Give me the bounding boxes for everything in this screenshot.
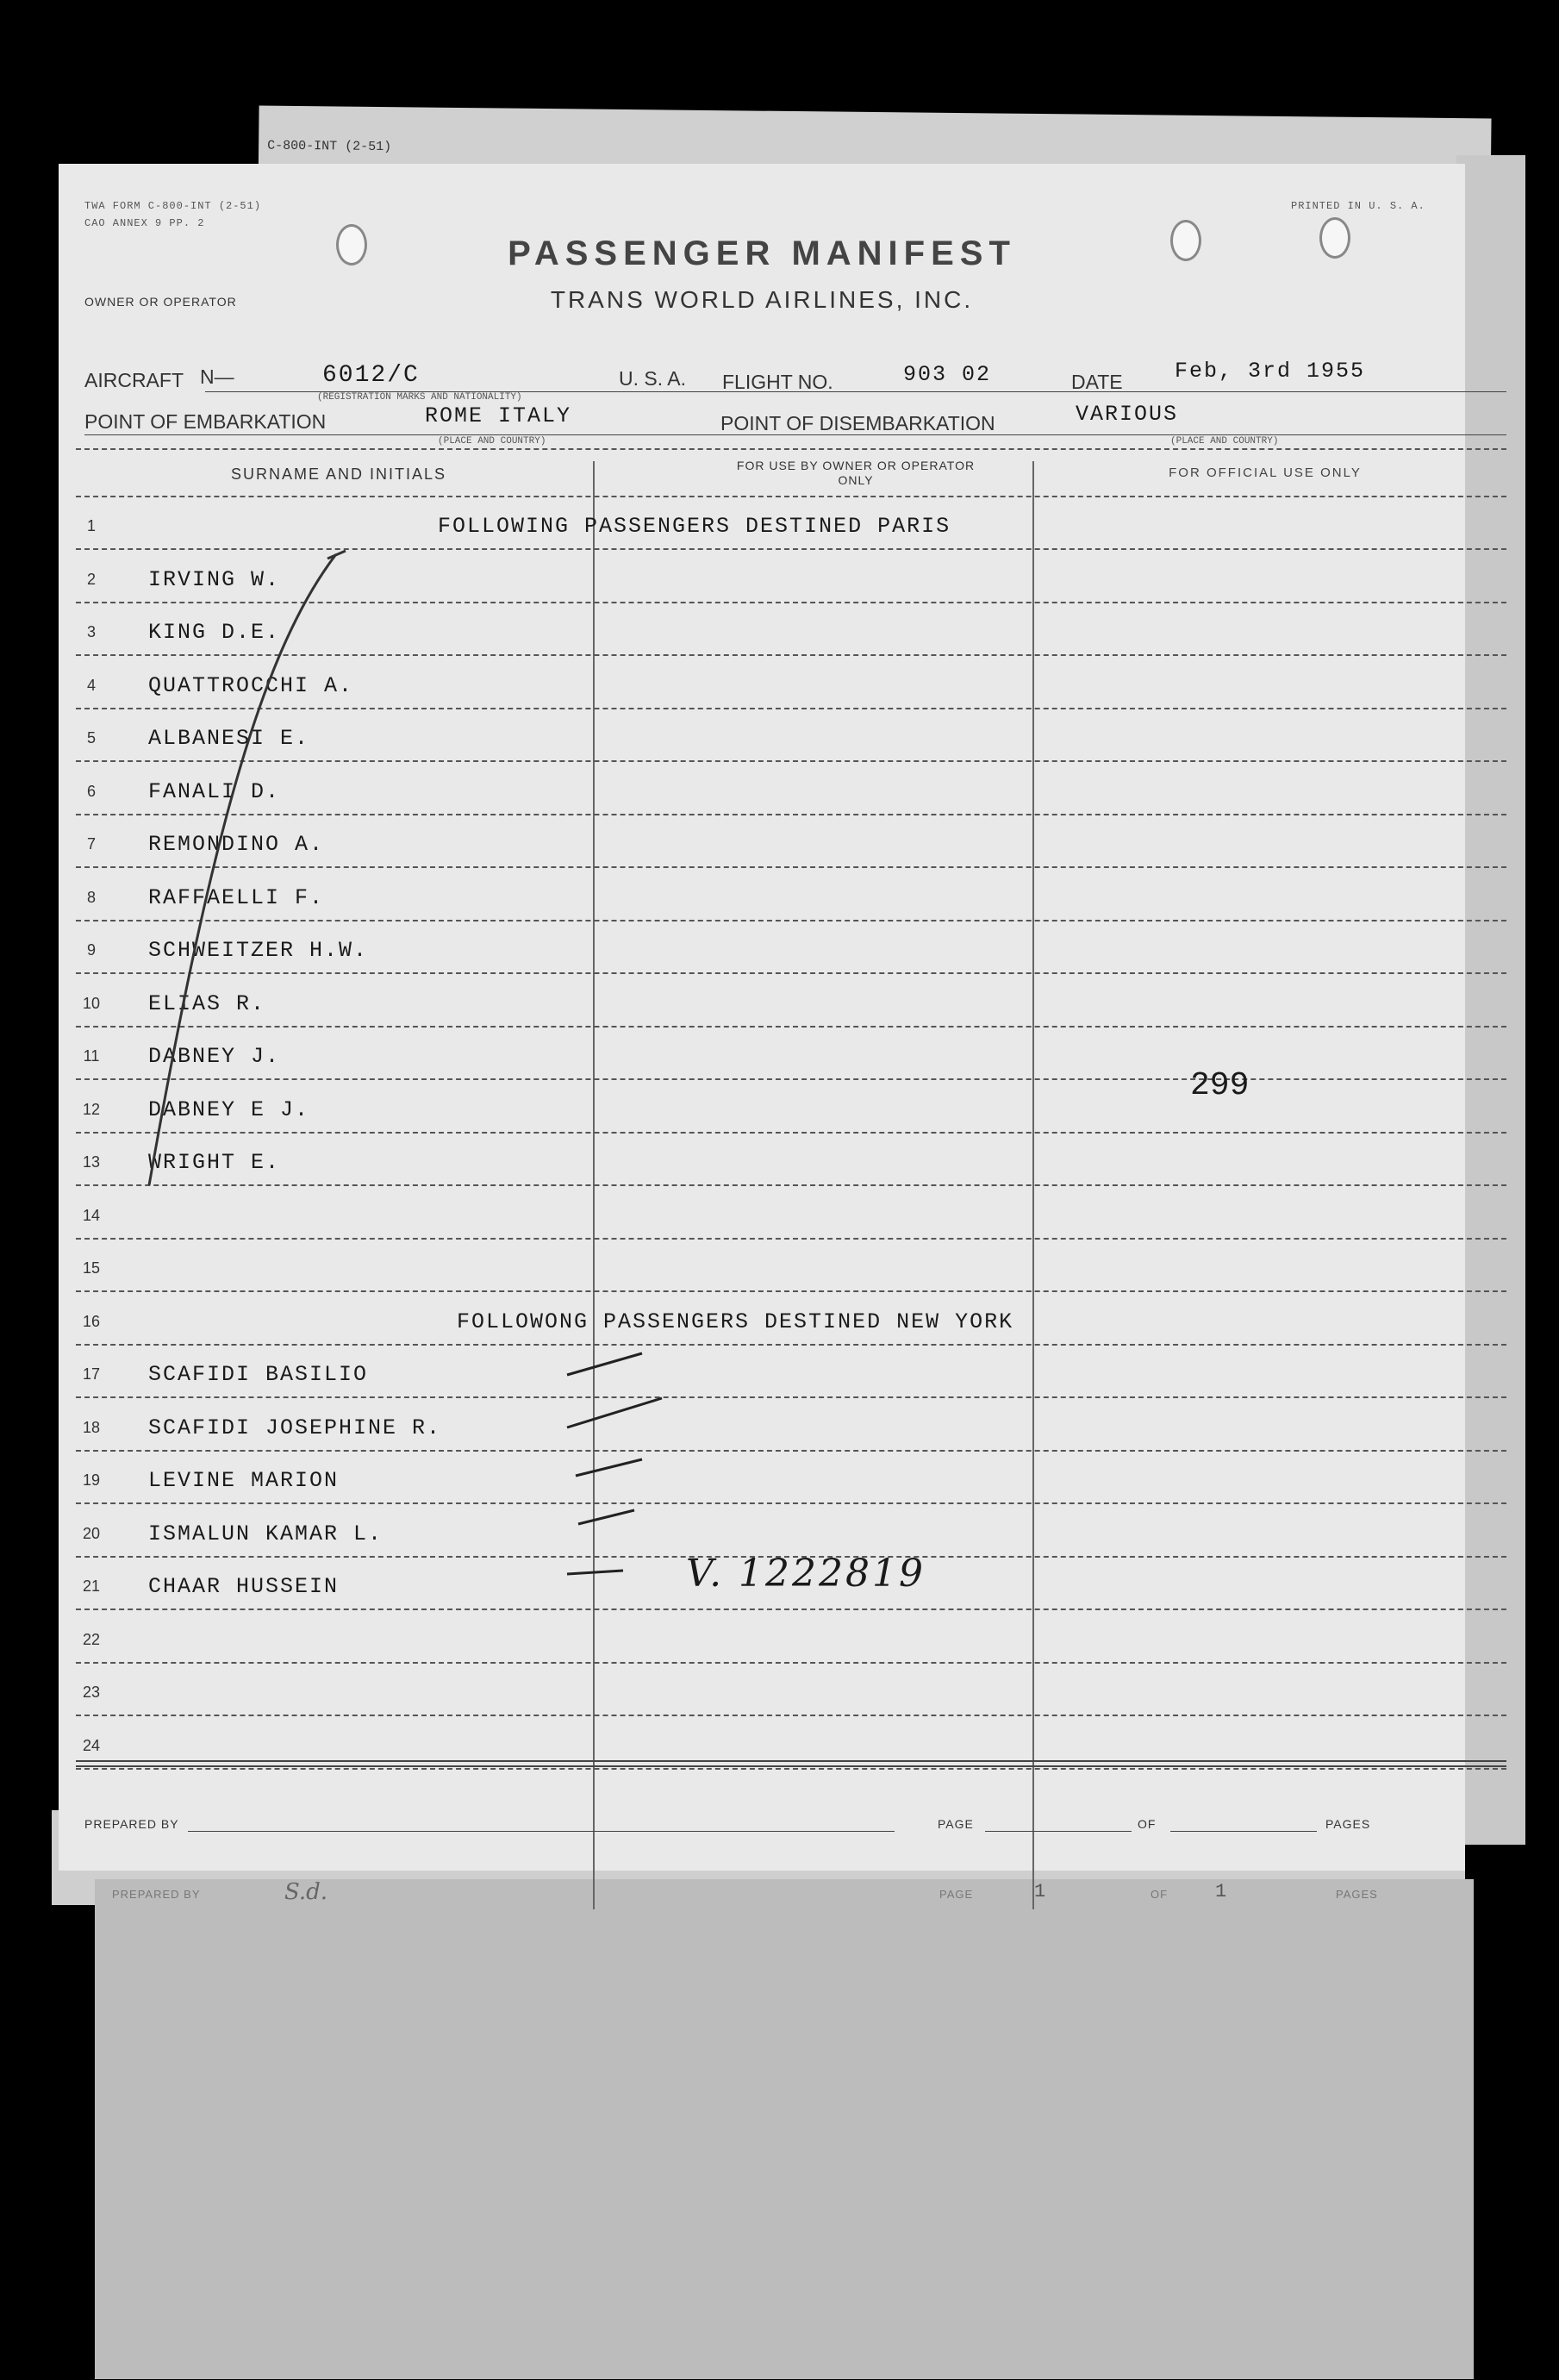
disembarkation-caption: (PLACE AND COUNTRY) bbox=[1170, 436, 1279, 447]
row-number: 19 bbox=[82, 1471, 101, 1489]
date-value: Feb, 3rd 1955 bbox=[1175, 359, 1366, 384]
row-number: 2 bbox=[86, 571, 96, 588]
disembarkation-value: VARIOUS bbox=[1076, 402, 1179, 427]
form-code: TWA FORM C-800-INT (2-51) bbox=[84, 200, 262, 212]
carbon-of-label: OF bbox=[1151, 1888, 1169, 1901]
passenger-name: LEVINE MARION bbox=[148, 1468, 340, 1493]
pages-label: PAGES bbox=[1325, 1817, 1371, 1831]
passenger-name: DABNEY E J. bbox=[148, 1097, 310, 1122]
passenger-name: REMONDINO A. bbox=[148, 832, 325, 857]
row-number: 11 bbox=[83, 1047, 100, 1065]
row-number: 12 bbox=[82, 1101, 101, 1118]
carbon-prepared-by-label: PREPARED BY bbox=[112, 1888, 201, 1901]
row-number: 17 bbox=[82, 1365, 101, 1383]
passenger-name: ELIAS R. bbox=[148, 991, 266, 1016]
row-number: 1 bbox=[86, 517, 96, 534]
under-sheet-right bbox=[1456, 155, 1525, 1845]
manifest-sheet bbox=[59, 164, 1465, 1871]
page-label: PAGE bbox=[938, 1817, 974, 1831]
carbon-page-value: 1 bbox=[1034, 1881, 1046, 1902]
usa-label: U. S. A. bbox=[619, 367, 686, 390]
destination-note: FOLLOWONG PASSENGERS DESTINED NEW YORK bbox=[457, 1309, 1014, 1334]
row-number: 24 bbox=[82, 1737, 101, 1754]
annex-code: CAO ANNEX 9 PP. 2 bbox=[84, 217, 205, 229]
company-name: TRANS WORLD AIRLINES, INC. bbox=[550, 286, 974, 313]
carbon-pages-label: PAGES bbox=[1336, 1888, 1378, 1901]
row-number: 18 bbox=[82, 1419, 101, 1436]
passenger-name: SCAFIDI JOSEPHINE R. bbox=[148, 1415, 442, 1440]
passenger-name: SCAFIDI BASILIO bbox=[148, 1362, 369, 1387]
row-number: 6 bbox=[86, 783, 96, 800]
visa-note: V. 1222819 bbox=[686, 1552, 926, 1596]
registration-caption: (REGISTRATION MARKS AND NATIONALITY) bbox=[317, 392, 522, 403]
handwriting-layer bbox=[59, 164, 1465, 1871]
prepared-by-label: PREPARED BY bbox=[84, 1817, 179, 1831]
owner-use-column-header: FOR USE BY OWNER OR OPERATOR ONLY bbox=[736, 459, 976, 487]
row-number: 7 bbox=[86, 835, 96, 853]
flight-value: 903 02 bbox=[903, 362, 992, 387]
carbon-of-value: 1 bbox=[1215, 1881, 1227, 1902]
carbon-copy-sheet bbox=[95, 1879, 1474, 2379]
passenger-name: SCHWEITZER H.W. bbox=[148, 938, 369, 963]
surname-column-header: SURNAME AND INITIALS bbox=[230, 465, 447, 483]
owner-operator-label: OWNER OR OPERATOR bbox=[84, 295, 237, 309]
passenger-name: RAFFAELLI F. bbox=[148, 885, 325, 910]
passenger-name: FANALI D. bbox=[148, 779, 281, 804]
row-number: 20 bbox=[82, 1525, 101, 1542]
passenger-name: ALBANESI E. bbox=[148, 726, 310, 751]
row-number: 21 bbox=[82, 1577, 101, 1595]
official-number: 299 bbox=[1190, 1067, 1250, 1104]
row-number: 14 bbox=[82, 1207, 101, 1224]
row-number: 5 bbox=[86, 729, 96, 746]
date-label: DATE bbox=[1071, 371, 1123, 393]
destination-note: FOLLOWING PASSENGERS DESTINED PARIS bbox=[438, 514, 951, 539]
row-number: 23 bbox=[82, 1683, 101, 1701]
tick-mark bbox=[567, 1571, 623, 1574]
tick-mark bbox=[567, 1353, 642, 1375]
flight-label: FLIGHT NO. bbox=[722, 371, 833, 393]
embarkation-value: ROME ITALY bbox=[425, 403, 572, 428]
embarkation-label: POINT OF EMBARKATION bbox=[84, 410, 327, 433]
page-title: PASSENGER MANIFEST bbox=[508, 234, 1016, 272]
row-number: 10 bbox=[82, 995, 101, 1012]
row-number: 3 bbox=[86, 623, 96, 640]
tick-mark bbox=[578, 1510, 634, 1524]
row-number: 16 bbox=[82, 1313, 101, 1330]
of-label: OF bbox=[1138, 1817, 1157, 1831]
passenger-name: WRIGHT E. bbox=[148, 1150, 281, 1175]
check-bracket-tip bbox=[327, 551, 346, 559]
row-number: 15 bbox=[82, 1259, 101, 1277]
row-number: 13 bbox=[82, 1153, 101, 1171]
disembarkation-label: POINT OF DISEMBARKATION bbox=[720, 412, 995, 434]
tick-mark bbox=[576, 1459, 642, 1476]
check-bracket-mark bbox=[149, 554, 336, 1185]
carbon-page-label: PAGE bbox=[939, 1888, 974, 1901]
tab-form-code: C-800-INT (2-51) bbox=[267, 138, 392, 155]
row-number: 22 bbox=[82, 1631, 101, 1648]
passenger-name: DABNEY J. bbox=[148, 1044, 281, 1069]
carbon-prepared-by-value: S.d. bbox=[284, 1879, 328, 1905]
passenger-name: QUATTROCCHI A. bbox=[148, 673, 354, 698]
row-number: 9 bbox=[86, 941, 96, 959]
passenger-name: ISMALUN KAMAR L. bbox=[148, 1521, 384, 1546]
aircraft-prefix: N— bbox=[200, 365, 234, 388]
row-number: 4 bbox=[86, 677, 96, 694]
row-number: 8 bbox=[86, 889, 96, 906]
passenger-name: KING D.E. bbox=[148, 620, 281, 645]
official-use-column-header: FOR OFFICIAL USE ONLY bbox=[1169, 465, 1362, 480]
tick-mark bbox=[567, 1398, 662, 1427]
aircraft-label: AIRCRAFT bbox=[84, 369, 184, 391]
passenger-name: IRVING W. bbox=[148, 567, 281, 592]
aircraft-value: 6012/C bbox=[322, 362, 420, 389]
printed-in: PRINTED IN U. S. A. bbox=[1291, 200, 1425, 212]
passenger-name: CHAAR HUSSEIN bbox=[148, 1574, 340, 1599]
embarkation-caption: (PLACE AND COUNTRY) bbox=[438, 436, 546, 447]
